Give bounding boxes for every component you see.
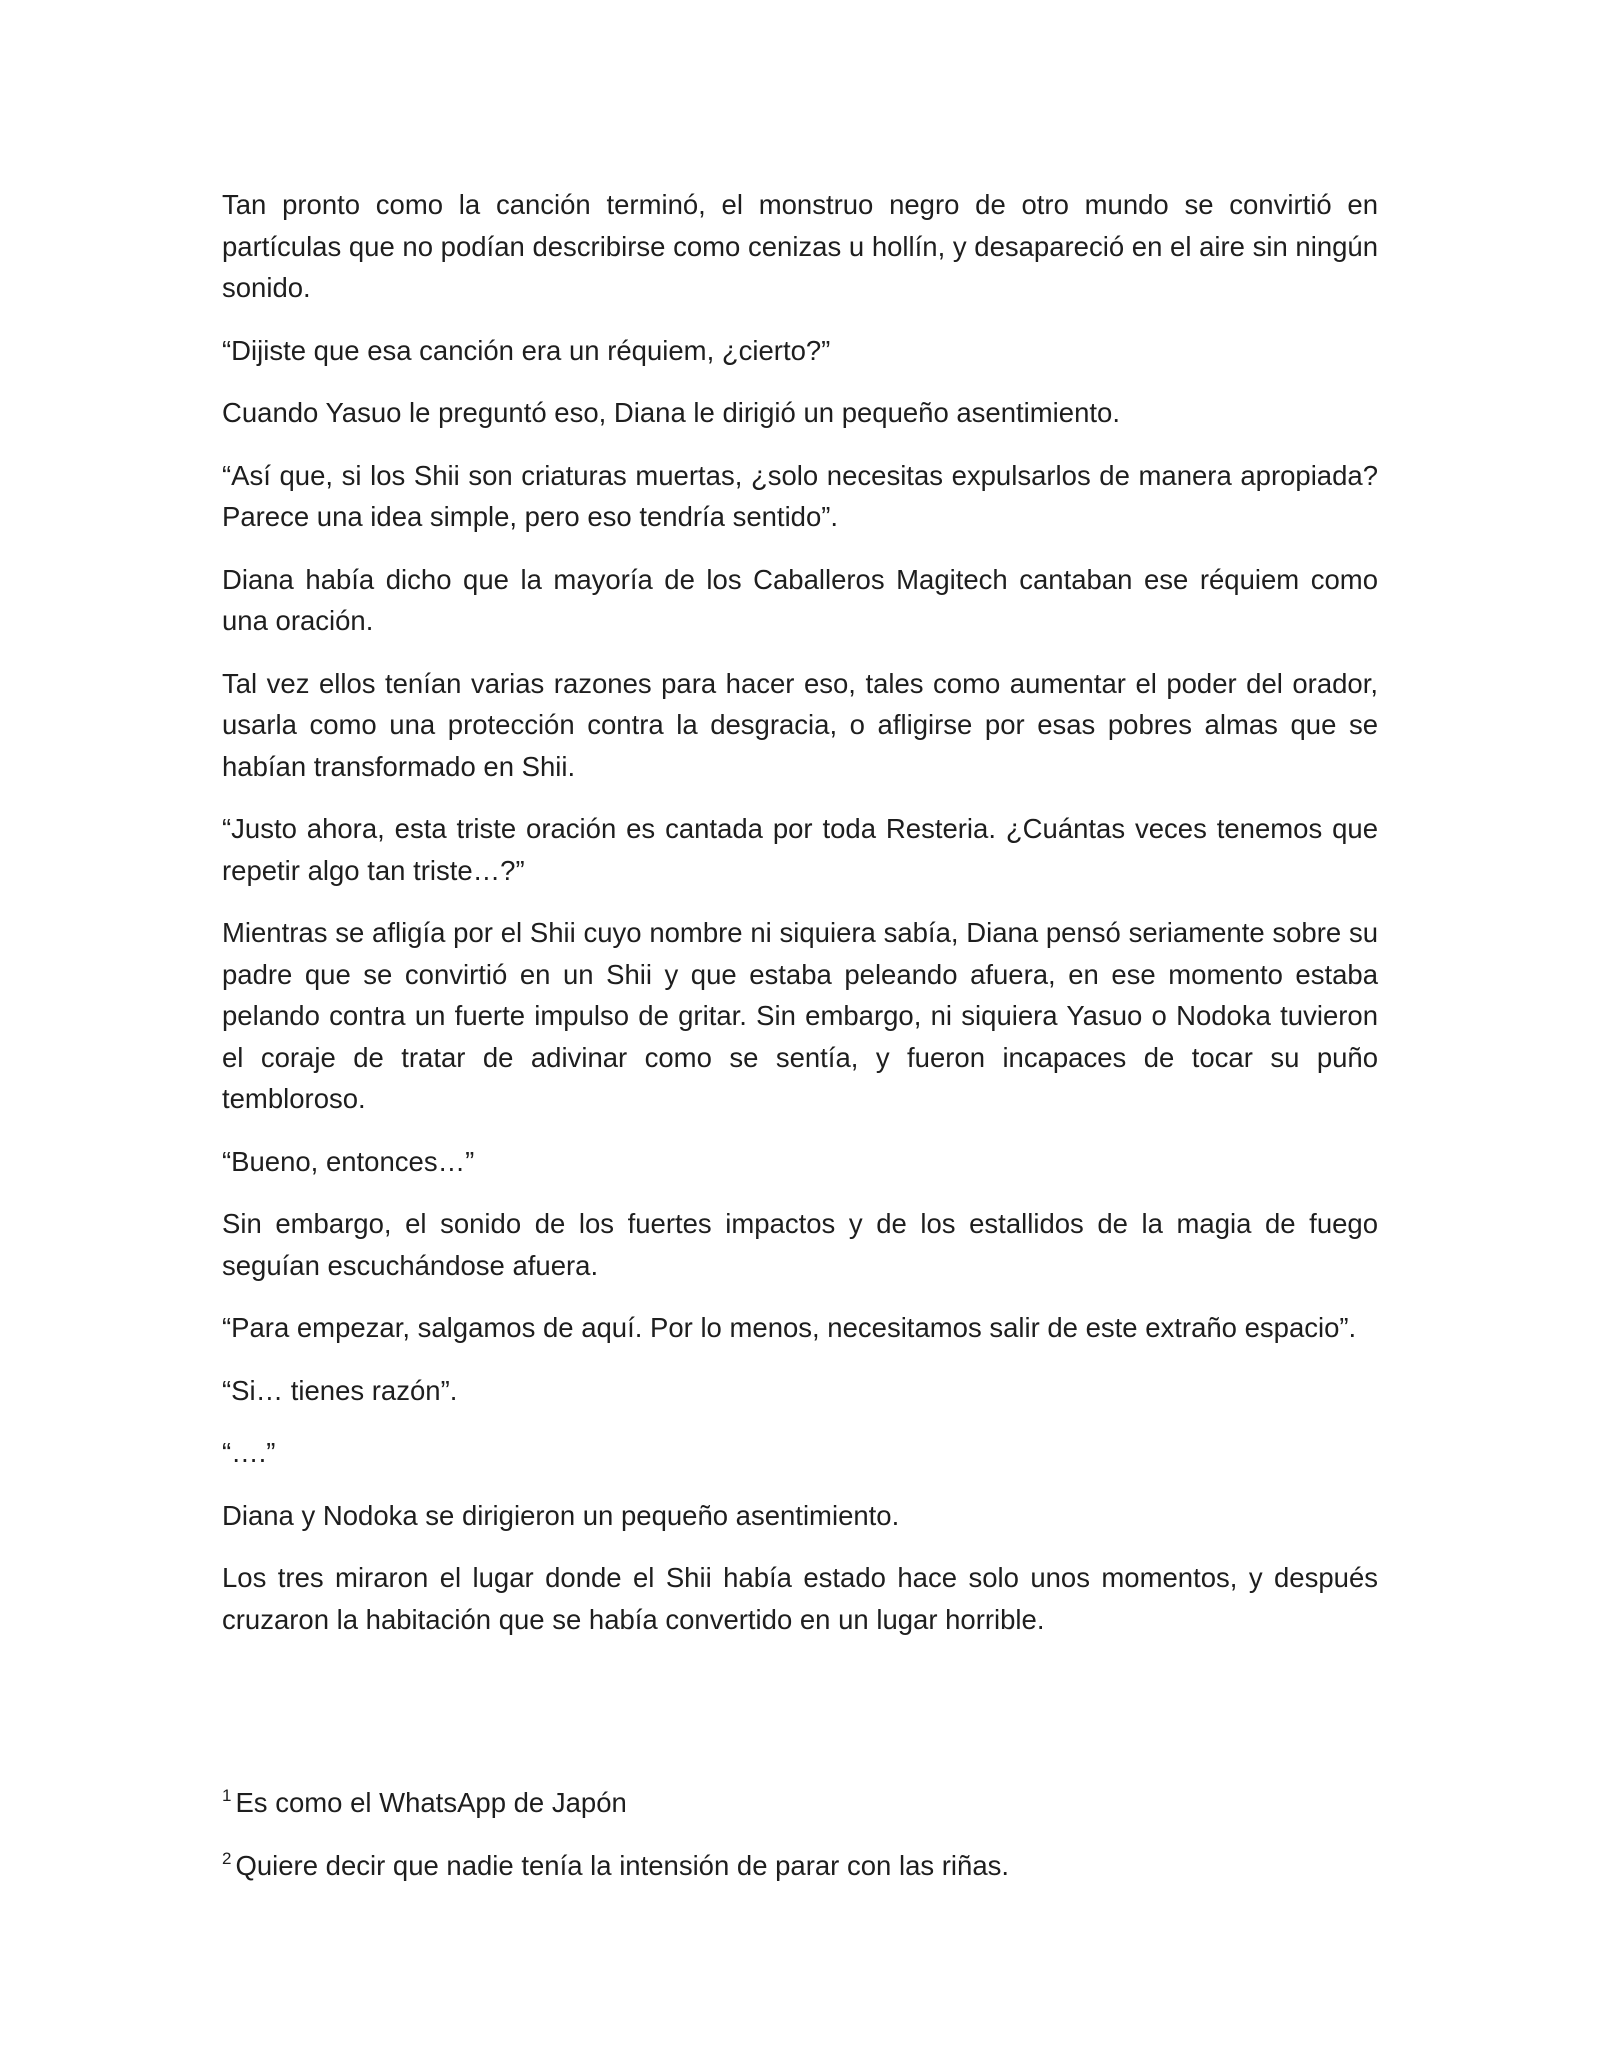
footnote-2-mark: 2 xyxy=(222,1848,232,1868)
main-text xyxy=(222,184,1378,1661)
paragraph-1: Tan pronto como la canción terminó, el monstruo negro de otro mundo se convirtió en partículas que no podían describirse como cenizas u hollín, y desapareció en el aire sin ningún sonido. xyxy=(222,189,1378,303)
paragraph-11: “Para empezar, salgamos de aquí. Por lo menos, necesitamos salir de este extraño espacio”. xyxy=(222,1312,1357,1343)
footnote-1-text: Es como el WhatsApp de Japón xyxy=(235,1787,627,1818)
paragraph-2: “Dijiste que esa canción era un réquiem, ¿cierto?” xyxy=(222,334,831,366)
paragraph-10: Sin embargo, el sonido de los fuertes impactos y de los estallidos de la magia de fuego seguían escuchándose afuera. xyxy=(222,1208,1378,1281)
paragraph-13: “….” xyxy=(222,1437,276,1468)
footnotes xyxy=(222,1782,1378,1907)
footnote-1 xyxy=(222,1782,1378,1824)
paragraph-5: Diana había dicho que la mayoría de los Caballeros Magitech cantaban ese réquiem como una oración. xyxy=(222,563,1378,636)
paragraph-8: Mientras se afligía por el Shii cuyo nombre ni siquiera sabía, Diana pensó seriamente sobre su padre que se convirtió en un Shii y que estaba peleando afuera, en ese momento estaba pelando contra un fuerte impulso de gritar. Sin embargo, ni siquiera Yasuo o Nodoka tuvieron el coraje de tratar de adivinar como se sentía, y fueron incapaces de tocar su puño tembloroso. xyxy=(222,917,1378,1114)
paragraph-3: Cuando Yasuo le preguntó eso, Diana le dirigió un pequeño asentimiento. xyxy=(222,397,1120,428)
paragraph-12: “Si… tienes razón”. xyxy=(222,1374,458,1406)
paragraph-7: “Justo ahora, esta triste oración es cantada por toda Resteria. ¿Cuántas veces tenemos que repetir algo tan triste…?” xyxy=(222,813,1378,886)
paragraph-15: Los tres miraron el lugar donde el Shii había estado hace solo unos momentos, y después cruzaron la habitación que se había convertido en un lugar horrible. xyxy=(222,1562,1378,1635)
footnote-1-mark: 1 xyxy=(222,1786,232,1805)
paragraph-4: “Así que, si los Shii son criaturas muertas, ¿solo necesitas expulsarlos de manera apropiada? Parece una idea simple, pero eso tendría sentido”. xyxy=(222,459,1378,532)
paragraph-9: “Bueno, entonces…” xyxy=(222,1145,475,1177)
footnote-2-text: Quiere decir que nadie tenía la intensión de parar con las riñas. xyxy=(235,1849,1010,1881)
paragraph-14: Diana y Nodoka se dirigieron un pequeño asentimiento. xyxy=(222,1499,900,1531)
footnote-2 xyxy=(222,1845,1378,1887)
paragraph-6: Tal vez ellos tenían varias razones para hacer eso, tales como aumentar el poder del orador, usarla como una protección contra la desgracia, o afligirse por esas pobres almas que se habían transformado en Shii. xyxy=(222,667,1378,782)
